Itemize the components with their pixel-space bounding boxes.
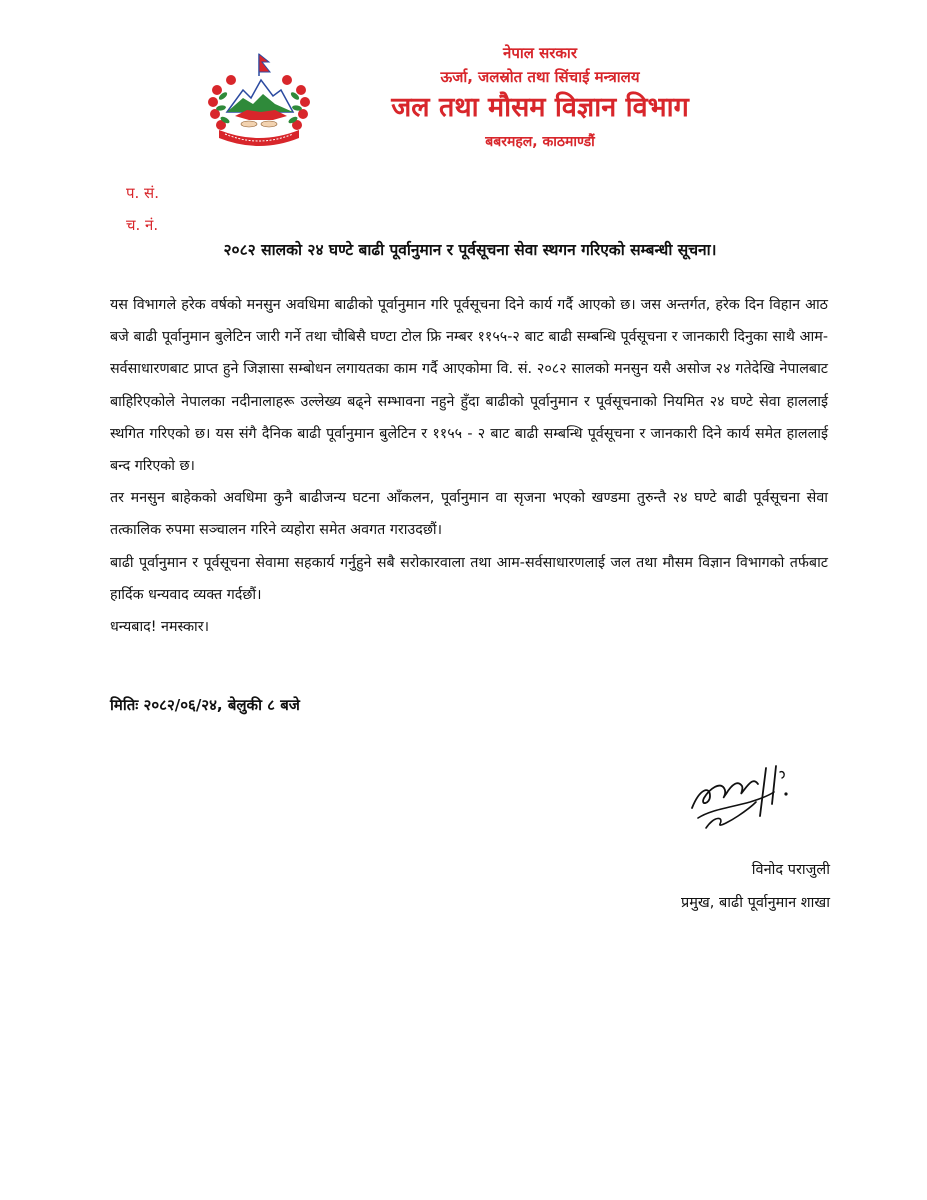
letterhead bbox=[330, 42, 750, 152]
reference-block bbox=[126, 177, 159, 241]
nepal-emblem-icon bbox=[203, 50, 315, 148]
notice-body bbox=[110, 289, 828, 643]
notice-subject: २०८२ सालको २४ घण्टे बाढी पूर्वानुमान र पूर्वसूचना सेवा स्थगन गरिएको सम्बन्धी सूचना। bbox=[223, 241, 717, 259]
department-name: जल तथा मौसम विज्ञान विभाग bbox=[391, 92, 689, 123]
ministry-name: ऊर्जा, जलस्रोत तथा सिंचाई मन्त्रालय bbox=[440, 68, 640, 86]
dispatch-number-label: च. नं. bbox=[126, 216, 159, 234]
body-paragraph-2: तर मनसुन बाहेकको अवधिमा कुनै बाढीजन्य घटना आँकलन, पूर्वानुमान वा सृजना भएको खण्डमा तुरुन्तै २४ घण्टे बाढी पूर्वसूचना सेवा तत्कालिक रुपमा सञ्चालन गरिने व्यहोरा समेत अवगत गराउदछौं। bbox=[110, 490, 828, 539]
body-paragraph-1: यस विभागले हरेक वर्षको मनसुन अवधिमा बाढीको पूर्वानुमान गरि पूर्वसूचना दिने कार्य गर्दै आएको छ। जस अन्तर्गत, हरेक दिन विहान आठ बजे बाढी पूर्वानुमान बुलेटिन जारी गर्ने तथा चौबिसै घण्टा टोल फ्रि नम्बर ११५५-२ बाट बाढी सम्बन्धि पूर्वसूचना र जानकारी दिनुका साथै आम-सर्वसाधारणबाट प्राप्त हुने जिज्ञासा सम्बोधन लगायतका काम गर्दै आएकोमा वि. सं. २०८२ सालको मनसुन यसै असोज २४ गतेदेखि नेपालबाट बाहिरिएकोले नेपालका नदीनालाहरू उल्लेख्य बढ्ने सम्भावना नहुने हुँदा बाढीको पूर्वानुमान र पूर्वसूचनाको नियमित २४ घण्टे सेवा हाललाई स्थगित गरिएको छ। यस संगै दैनिक बाढी पूर्वानुमान बुलेटिन र ११५५ - २ बाट बाढी सम्बन्धि पूर्वसूचना र जानकारी दिने कार्य समेत हाललाई बन्द गरिएको छ। bbox=[110, 297, 828, 475]
signatory-name: विनोद पराजुली bbox=[751, 862, 830, 878]
body-paragraph-3: बाढी पूर्वानुमान र पूर्वसूचना सेवामा सहकार्य गर्नुहुने सबै सरोकारवाला तथा आम-सर्वसाधारणलाई जल तथा मौसम विज्ञान विभागको तर्फबाट हार्दिक धन्यवाद व्यक्त गर्दछौं। bbox=[110, 554, 828, 603]
letter-number-label: प. सं. bbox=[126, 184, 159, 202]
department-address: बबरमहल, काठमाण्डौं bbox=[485, 134, 595, 150]
handwritten-signature bbox=[680, 758, 800, 838]
signatory-title: प्रमुख, बाढी पूर्वानुमान शाखा bbox=[681, 895, 830, 911]
closing-greeting: धन्यबाद! नमस्कार। bbox=[110, 619, 210, 636]
notice-date: मितिः २०८२/०६/२४, बेलुकी ८ बजे bbox=[110, 696, 300, 714]
signatory-block bbox=[610, 854, 830, 920]
government-name: नेपाल सरकार bbox=[503, 44, 577, 62]
